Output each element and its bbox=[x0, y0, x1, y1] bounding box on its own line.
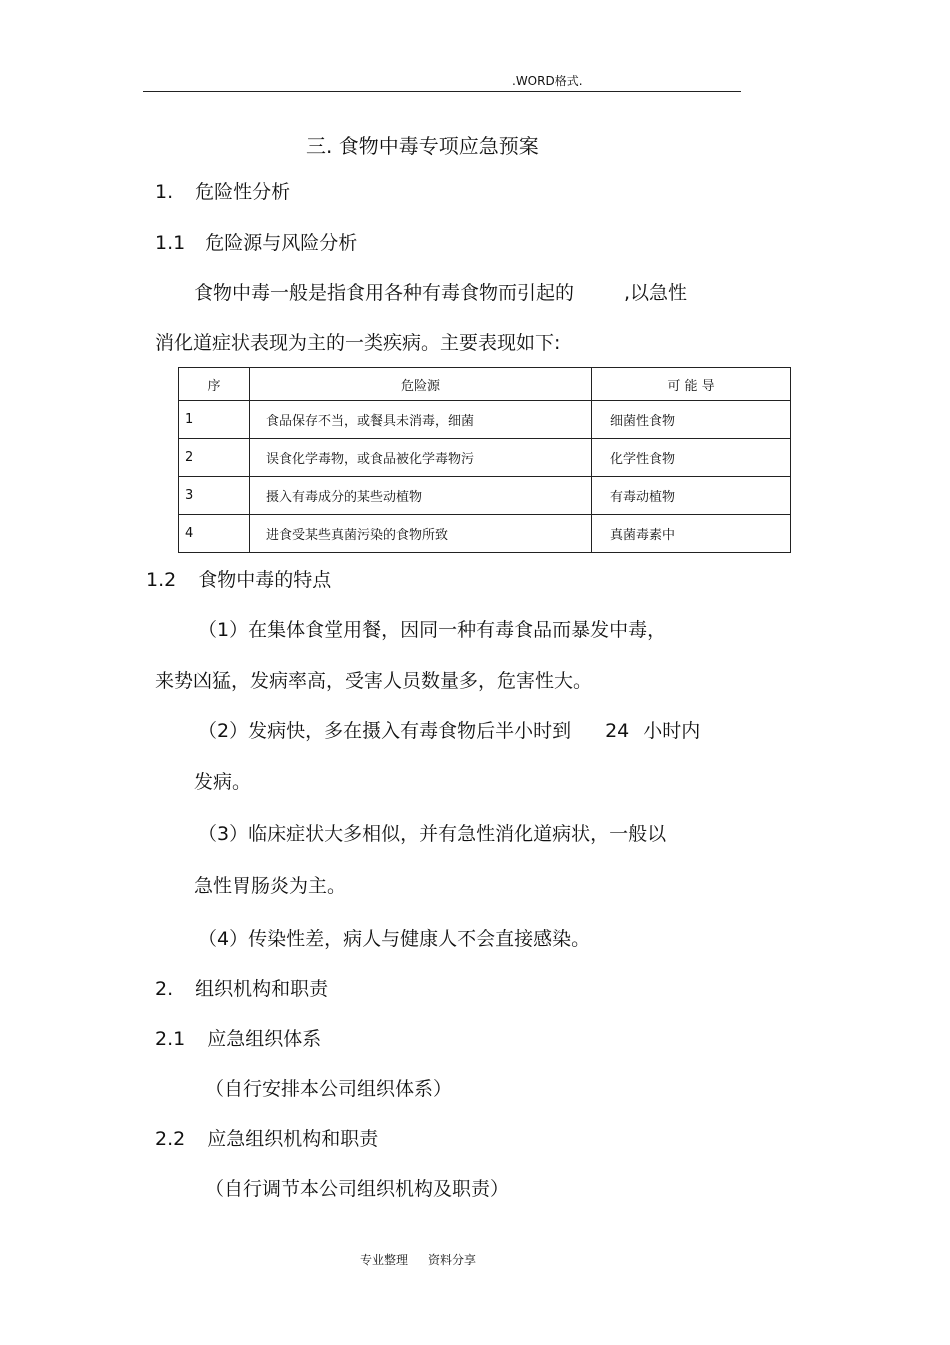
footer-right: 资料分享 bbox=[428, 1253, 477, 1267]
section-1-2-heading bbox=[146, 568, 331, 592]
header-cell-hazard: 危险源 bbox=[250, 368, 592, 401]
point-2-line-2: 发病。 bbox=[194, 771, 252, 793]
table-cell: 有毒动植物 bbox=[592, 477, 791, 515]
table-cell: 食品保存不当，或餐具未消毒，细菌 bbox=[250, 401, 592, 439]
point-1-line-2: 来势凶猛，发病率高，受害人员数量多，危害性大。 bbox=[155, 670, 593, 692]
table-cell: 4 bbox=[179, 515, 250, 553]
section-text: 危险性分析 bbox=[195, 181, 291, 203]
table-cell: 误食化学毒物，或食品被化学毒物污 bbox=[250, 439, 592, 477]
section-2-heading bbox=[155, 977, 328, 1001]
table-cell: 进食受某些真菌污染的食物所致 bbox=[250, 515, 592, 553]
table-row bbox=[179, 439, 791, 477]
page-title: 三. 食物中毒专项应急预案 bbox=[306, 134, 539, 158]
section-1-1-heading bbox=[155, 231, 357, 255]
table-cell: 2 bbox=[179, 439, 250, 477]
section-2-2-note: （自行调节本公司组织机构及职责） bbox=[205, 1178, 510, 1200]
section-number: 1.1 bbox=[155, 232, 186, 254]
section-2-1-note: （自行安排本公司组织体系） bbox=[205, 1078, 453, 1100]
hazard-table bbox=[178, 367, 791, 553]
point-3-line-1: （3）临床症状大多相似，并有急性消化道病状，一般以 bbox=[198, 823, 667, 845]
section-text: 组织机构和职责 bbox=[195, 978, 329, 1000]
section-number: 1.2 bbox=[146, 569, 177, 591]
section-number: 2.2 bbox=[155, 1128, 186, 1150]
header-format-label: .WORD格式. bbox=[512, 74, 583, 88]
header-cell-result: 可 能 导 bbox=[592, 368, 791, 401]
table-cell: 真菌毒素中 bbox=[592, 515, 791, 553]
section-text: 食物中毒的特点 bbox=[198, 569, 332, 591]
table-cell: 化学性食物 bbox=[592, 439, 791, 477]
point-2-tail: 小时内 bbox=[643, 720, 701, 742]
table-cell: 细菌性食物 bbox=[592, 401, 791, 439]
point-1-line-1: （1）在集体食堂用餐，因同一种有毒食品而暴发中毒， bbox=[198, 619, 667, 641]
header-rule bbox=[143, 91, 741, 92]
footer-left: 专业整理 bbox=[360, 1253, 409, 1267]
table-cell: 3 bbox=[179, 477, 250, 515]
table-row bbox=[179, 401, 791, 439]
intro-line-1 bbox=[194, 281, 687, 305]
section-number: 2. bbox=[155, 978, 174, 1000]
point-4-line-1: （4）传染性差，病人与健康人不会直接感染。 bbox=[198, 928, 591, 950]
section-2-2-heading bbox=[155, 1127, 378, 1151]
section-text: 应急组织体系 bbox=[207, 1028, 322, 1050]
table-header-row bbox=[179, 368, 791, 401]
intro-text: 食物中毒一般是指食用各种有毒食物而引起的 bbox=[194, 282, 575, 304]
intro-tail: ,以急性 bbox=[624, 282, 688, 304]
section-2-1-heading bbox=[155, 1027, 321, 1051]
intro-line-2: 消化道症状表现为主的一类疾病。主要表现如下: bbox=[155, 332, 561, 354]
page-footer bbox=[360, 1251, 476, 1268]
table-cell: 1 bbox=[179, 401, 250, 439]
table-row bbox=[179, 477, 791, 515]
point-2-line-1 bbox=[198, 719, 700, 743]
table-cell: 摄入有毒成分的某些动植物 bbox=[250, 477, 592, 515]
section-number: 2.1 bbox=[155, 1028, 186, 1050]
section-1-heading bbox=[155, 180, 290, 204]
section-text: 应急组织机构和职责 bbox=[207, 1128, 379, 1150]
point-2-number: 24 bbox=[605, 720, 630, 742]
section-text: 危险源与风险分析 bbox=[205, 232, 358, 254]
header-cell-index: 序 bbox=[179, 368, 250, 401]
table-row bbox=[179, 515, 791, 553]
point-3-line-2: 急性胃肠炎为主。 bbox=[194, 875, 347, 897]
point-2-text: （2）发病快，多在摄入有毒食物后半小时到 bbox=[198, 720, 572, 742]
section-number: 1. bbox=[155, 181, 174, 203]
